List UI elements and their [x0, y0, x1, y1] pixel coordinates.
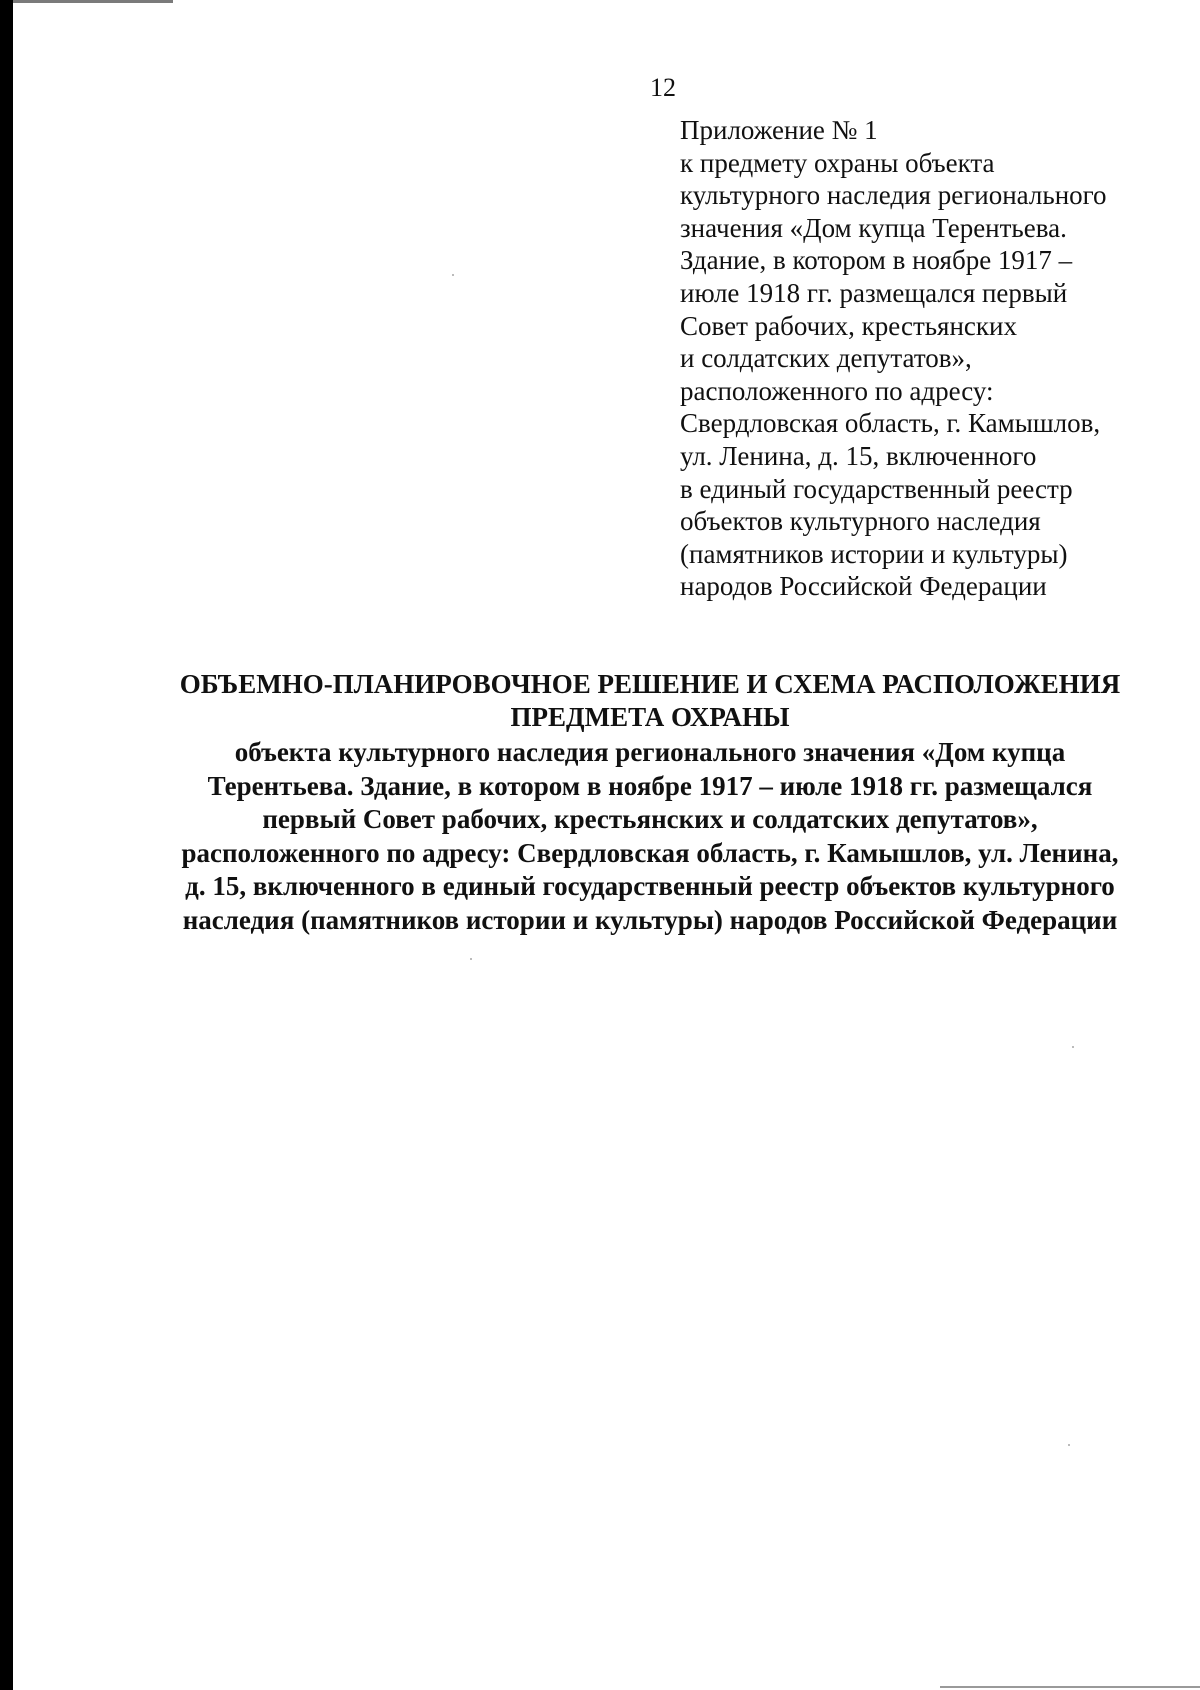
subtitle-line: наследия (памятников истории и культуры) народов Российской Федерации [182, 904, 1118, 935]
heading-line: ПРЕДМЕТА ОХРАНЫ [510, 702, 790, 732]
appendix-line: народов Российской Федерации [680, 571, 1047, 602]
subtitle-line: первый Совет рабочих, крестьянских и солдатских депутатов», [262, 804, 1038, 835]
appendix-line: (памятников истории и культуры) [680, 538, 1068, 569]
page-number: 12 [650, 73, 676, 102]
appendix-line: культурного наследия регионального [680, 180, 1107, 211]
scan-border-bottom [940, 1686, 1200, 1688]
document-subtitle [150, 736, 1150, 938]
appendix-line: Свердловская область, г. Камышлов, [680, 408, 1101, 439]
appendix-line: к предмету охраны объекта [680, 147, 995, 178]
scan-speck [470, 958, 472, 960]
subtitle-line: расположенного по адресу: Свердловская область, г. Камышлов, ул. Ленина, [181, 837, 1119, 868]
appendix-line: объектов культурного наследия [680, 506, 1041, 537]
scan-border-left [0, 0, 13, 1690]
subtitle-line: д. 15, включенного в единый государственный реестр объектов культурного [185, 871, 1115, 902]
appendix-header [680, 114, 1160, 603]
scan-border-top [13, 0, 173, 3]
appendix-line: ул. Ленина, д. 15, включенного [680, 440, 1037, 471]
scan-speck [452, 274, 454, 276]
subtitle-line: объекта культурного наследия регионального значения «Дом купца [234, 737, 1066, 767]
appendix-line: в единый государственный реестр [680, 473, 1073, 504]
document-heading [150, 668, 1150, 734]
appendix-line: и солдатских депутатов», [680, 343, 972, 374]
appendix-line: Приложение № 1 [680, 115, 878, 145]
scan-speck [1072, 1046, 1074, 1048]
appendix-line: Здание, в котором в ноябре 1917 – [680, 245, 1073, 276]
document-title [150, 668, 1150, 938]
appendix-line: расположенного по адресу: [680, 375, 994, 406]
scan-speck [1068, 1444, 1070, 1446]
appendix-line: значения «Дом купца Терентьева. [680, 212, 1067, 243]
appendix-line: июле 1918 гг. размещался первый [680, 277, 1068, 308]
heading-line: ОБЪЕМНО-ПЛАНИРОВОЧНОЕ РЕШЕНИЕ И СХЕМА РАСПОЛОЖЕНИЯ [179, 669, 1121, 699]
appendix-line: Совет рабочих, крестьянских [680, 310, 1017, 341]
subtitle-line: Терентьева. Здание, в котором в ноябре 1917 – июле 1918 гг. размещался [207, 770, 1093, 801]
